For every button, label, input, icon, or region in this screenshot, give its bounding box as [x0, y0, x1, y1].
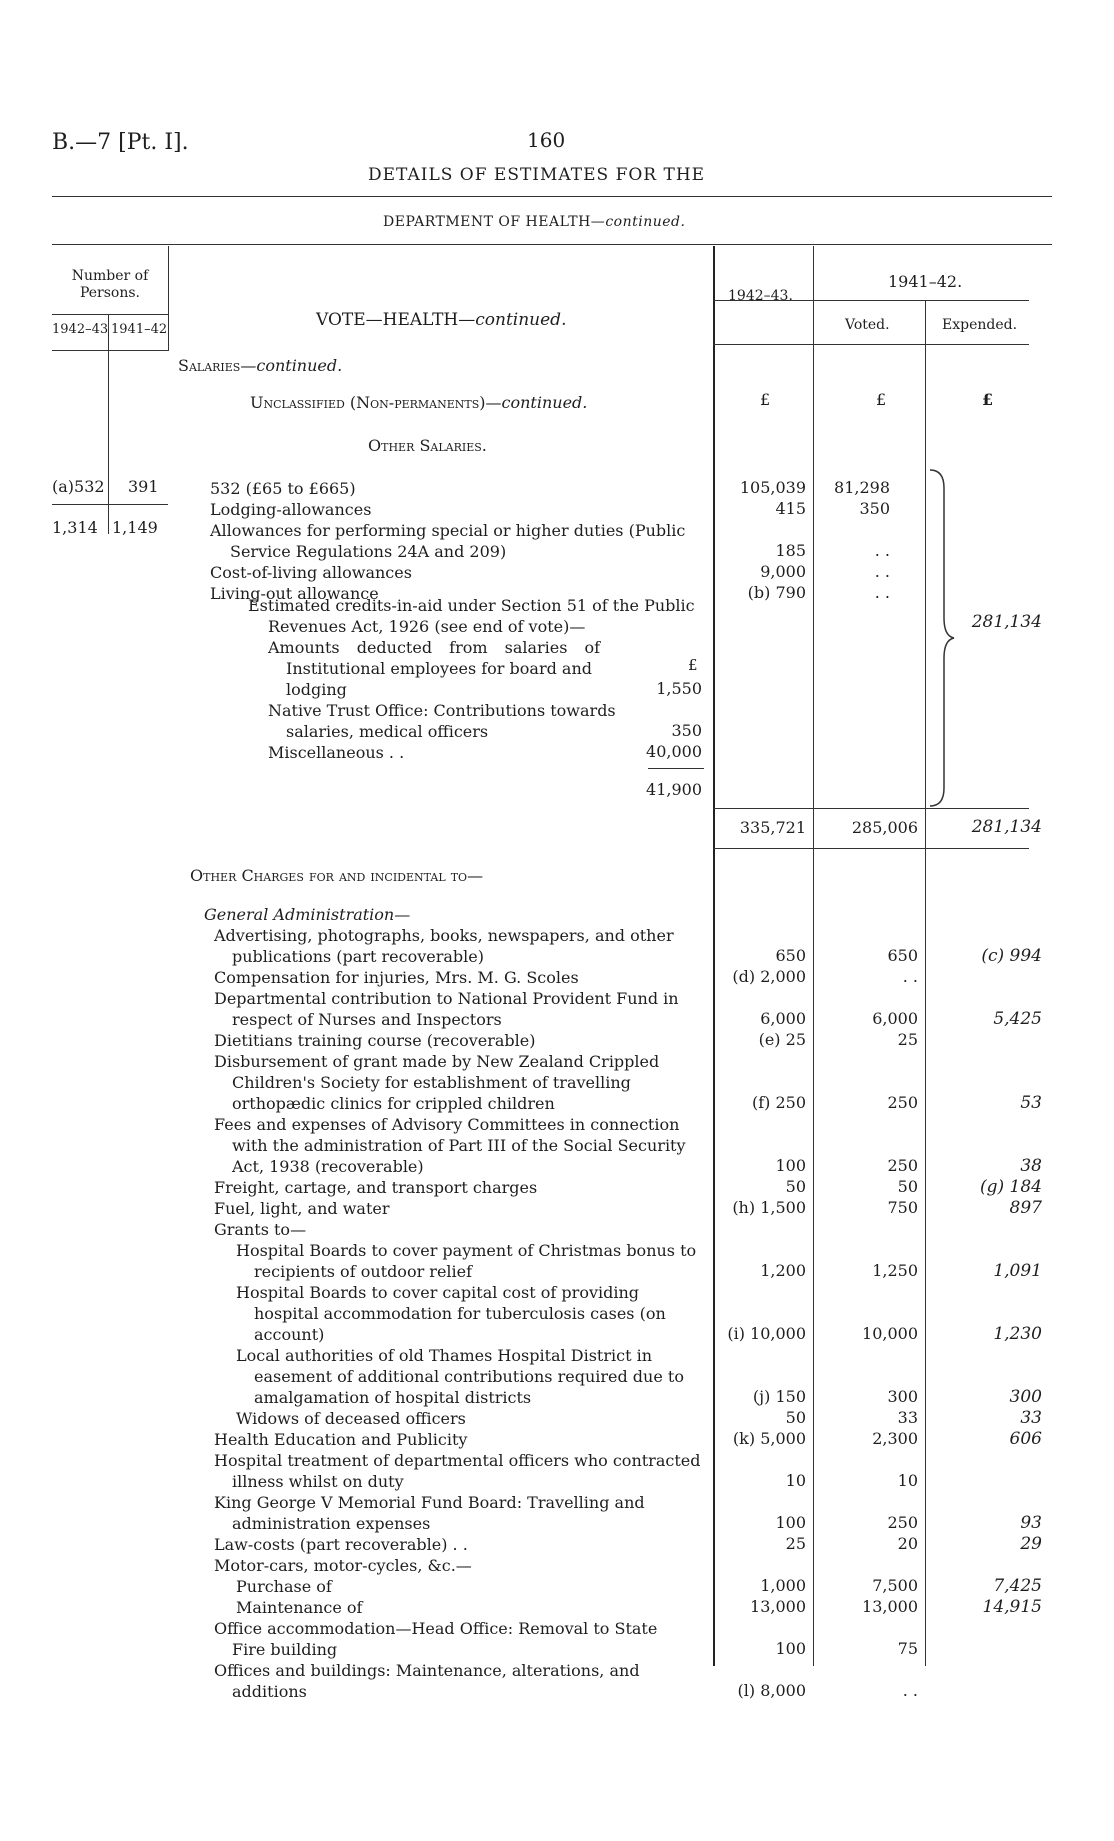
charge-value-expended: 14,915: [982, 1597, 1042, 1617]
charge-line: Motor-cars, motor-cycles, &c.—: [214, 1556, 472, 1575]
bracket-expended-value: 281,134: [971, 612, 1042, 632]
charge-value-voted: 10,000: [862, 1324, 918, 1343]
salaries-total-1942: 335,721: [739, 818, 806, 837]
amounts-line-2: Institutional employees for board and: [286, 659, 593, 678]
charge-line: Fuel, light, and water: [214, 1199, 390, 1218]
charge-value-expended: 33: [1020, 1408, 1042, 1428]
col-expended: Expended.: [942, 317, 1018, 333]
salaries-total-expended: 281,134: [971, 817, 1042, 837]
charge-value-1942: 1,000: [760, 1576, 806, 1595]
persons-header-rule: [52, 350, 168, 351]
salary-row-1942: 185: [775, 541, 806, 560]
amounts-line-3: lodging: [286, 680, 347, 699]
charge-value-1942: (d) 2,000: [732, 967, 806, 986]
charge-value-expended: 7,425: [993, 1576, 1042, 1596]
unclassified-heading: Unclassified (Non-permanents)—continued.: [250, 393, 588, 412]
charge-value-expended: 53: [1020, 1093, 1042, 1113]
persons-row-rule-b: [108, 504, 168, 505]
salaries-total-bottom-rule: [713, 848, 1029, 849]
charge-line: Compensation for injuries, Mrs. M. G. Scoles: [214, 968, 579, 987]
salary-row-label: Living-out allowance: [210, 584, 379, 603]
charge-value-1942: 100: [775, 1513, 806, 1532]
charge-line: administration expenses: [232, 1514, 431, 1533]
expended-brace: [928, 468, 968, 808]
charge-value-1942: 50: [785, 1408, 806, 1427]
charge-value-voted: 650: [887, 946, 918, 965]
pound-c3: £: [982, 390, 994, 409]
charge-value-1942: 10: [785, 1471, 806, 1490]
pound-c2: £: [876, 390, 887, 409]
credits-total: 41,900: [646, 780, 702, 799]
persons-1942-row1: (a)532: [52, 477, 105, 496]
salary-row-label: Service Regulations 24A and 209): [230, 542, 507, 561]
charge-line: King George V Memorial Fund Board: Travelling and: [214, 1493, 645, 1512]
charge-value-1942: 6,000: [760, 1009, 806, 1028]
charge-line: recipients of outdoor relief: [254, 1262, 473, 1281]
charge-value-voted: 250: [887, 1156, 918, 1175]
salary-row-voted: . .: [874, 583, 890, 602]
charge-value-voted: 6,000: [872, 1009, 918, 1028]
charge-line: Health Education and Publicity: [214, 1430, 468, 1449]
charge-value-voted: 750: [887, 1198, 918, 1217]
salary-row-label: Cost-of-living allowances: [210, 563, 412, 582]
persons-mid-divider: [108, 314, 109, 534]
charge-value-1942: 25: [785, 1534, 806, 1553]
document-reference: B.—7 [Pt. I].: [52, 130, 189, 155]
charge-value-expended: 1,091: [993, 1261, 1042, 1281]
other-charges-heading: Other Charges for and incidental to—: [190, 866, 484, 885]
persons-1942-total: 1,314: [52, 518, 98, 537]
money-header-rule: [713, 344, 1029, 345]
charge-value-expended: 38: [1020, 1156, 1042, 1176]
charge-line: illness whilst on duty: [232, 1472, 404, 1491]
charge-value-voted: 7,500: [872, 1576, 918, 1595]
charge-value-1942: (e) 25: [758, 1030, 806, 1049]
salary-row-1942: 415: [775, 499, 806, 518]
charge-value-1942: 50: [785, 1177, 806, 1196]
charge-value-voted: 75: [897, 1639, 918, 1658]
charge-line: Grants to—: [214, 1220, 307, 1239]
charge-value-1942: (j) 150: [752, 1387, 806, 1406]
charge-line: Children's Society for establishment of travelling: [232, 1073, 631, 1092]
charge-value-voted: 10: [897, 1471, 918, 1490]
charge-value-expended: 300: [1009, 1387, 1042, 1407]
other-salaries-heading: Other Salaries.: [368, 436, 487, 455]
charge-line: Maintenance of: [236, 1598, 363, 1617]
charge-value-expended: 5,425: [993, 1009, 1042, 1029]
charge-value-1942: (l) 8,000: [737, 1681, 806, 1700]
charge-line: orthopædic clinics for crippled children: [232, 1094, 555, 1113]
charge-value-1942: (h) 1,500: [732, 1198, 806, 1217]
col-divider-3: [925, 300, 926, 1666]
col-1941-42-group: 1941–42.: [888, 272, 963, 291]
charge-value-1942: 100: [775, 1156, 806, 1175]
charge-value-expended: 1,230: [993, 1324, 1042, 1344]
charge-value-expended: 29: [1020, 1534, 1042, 1554]
charge-value-voted: 33: [897, 1408, 918, 1427]
credits-line-1: Estimated credits-in-aid under Section 51 of the Public: [248, 596, 695, 615]
persons-col-1941: 1941–42: [111, 322, 168, 337]
amounts-value: 1,550: [656, 679, 702, 698]
charge-line: amalgamation of hospital districts: [254, 1388, 532, 1407]
salaries-heading: Salaries—continued.: [178, 356, 343, 375]
charge-line: additions: [232, 1682, 307, 1701]
charge-value-1942: (i) 10,000: [727, 1324, 806, 1343]
charge-value-1942: 1,200: [760, 1261, 806, 1280]
page-title: DETAILS OF ESTIMATES FOR THE: [368, 165, 706, 185]
charge-line: Freight, cartage, and transport charges: [214, 1178, 538, 1197]
charge-line: Departmental contribution to National Provident Fund in: [214, 989, 679, 1008]
persons-subrule: [52, 314, 168, 315]
salary-row-1942: 9,000: [760, 562, 806, 581]
salary-row-label: Lodging-allowances: [210, 500, 372, 519]
native-value: 350: [671, 721, 702, 740]
charge-value-voted: . .: [902, 967, 918, 986]
charge-line: Dietitians training course (recoverable): [214, 1031, 536, 1050]
credits-line-2: Revenues Act, 1926 (see end of vote)—: [268, 617, 586, 636]
col-1942-43: 1942–43.: [728, 288, 793, 304]
title-rule: [52, 196, 1052, 197]
charge-line: Offices and buildings: Maintenance, alterations, and: [214, 1661, 640, 1680]
dept-rule: [52, 244, 1052, 245]
charge-line: easement of additional contributions required due to: [254, 1367, 684, 1386]
charge-value-voted: 300: [887, 1387, 918, 1406]
persons-col-divider: [168, 246, 169, 351]
charge-value-voted: . .: [902, 1681, 918, 1700]
charge-value-1942: 100: [775, 1639, 806, 1658]
charge-value-voted: 2,300: [872, 1429, 918, 1448]
charge-line: publications (part recoverable): [232, 947, 484, 966]
charge-value-1942: 650: [775, 946, 806, 965]
charge-line: with the administration of Part III of the Social Security: [232, 1136, 686, 1155]
persons-1941-row1: 391: [128, 477, 159, 496]
charge-value-voted: 50: [897, 1177, 918, 1196]
charge-value-voted: 13,000: [862, 1597, 918, 1616]
salaries-total-voted: 285,006: [851, 818, 918, 837]
charge-line: Law-costs (part recoverable) . .: [214, 1535, 468, 1554]
charge-line: Widows of deceased officers: [236, 1409, 466, 1428]
charge-line: Hospital treatment of departmental officers who contracted: [214, 1451, 701, 1470]
charge-value-voted: 20: [897, 1534, 918, 1553]
department-heading: DEPARTMENT OF HEALTH—continued.: [383, 214, 686, 230]
misc-line: Miscellaneous . .: [268, 743, 405, 762]
charge-line: Disbursement of grant made by New Zealand Crippled: [214, 1052, 660, 1071]
charge-value-voted: 25: [897, 1030, 918, 1049]
salary-row-label: Allowances for performing special or higher duties (Public: [210, 521, 686, 540]
charge-line: Fire building: [232, 1640, 338, 1659]
salary-row-voted: 81,298: [834, 478, 890, 497]
charge-line: respect of Nurses and Inspectors: [232, 1010, 502, 1029]
page-number: 160: [527, 128, 566, 152]
col-voted: Voted.: [845, 317, 890, 333]
charge-value-1942: (k) 5,000: [732, 1429, 806, 1448]
charge-value-expended: 93: [1020, 1513, 1042, 1533]
charge-line: Purchase of: [236, 1577, 332, 1596]
misc-value: 40,000: [646, 742, 702, 761]
persons-row-rule-a: [52, 504, 108, 505]
salaries-total-top-rule: [713, 808, 1029, 809]
credits-pound: £: [688, 656, 698, 674]
charge-line: Act, 1938 (recoverable): [232, 1157, 424, 1176]
salary-row-voted: . .: [874, 562, 890, 581]
persons-heading: Number of Persons.: [71, 268, 149, 301]
charge-line: Hospital Boards to cover capital cost of providing: [236, 1283, 640, 1302]
charge-line: Fees and expenses of Advisory Committees in connection: [214, 1115, 680, 1134]
salary-row-voted: . .: [874, 541, 890, 560]
persons-1941-total: 1,149: [112, 518, 158, 537]
charge-line: Office accommodation—Head Office: Removal to State: [214, 1619, 658, 1638]
charge-value-voted: 1,250: [872, 1261, 918, 1280]
charge-line: Advertising, photographs, books, newspapers, and other: [214, 926, 674, 945]
credits-sum-rule: [648, 768, 704, 769]
charge-value-expended: (c) 994: [981, 946, 1042, 966]
charge-value-1942: (f) 250: [751, 1093, 806, 1112]
charge-value-voted: 250: [887, 1093, 918, 1112]
charge-value-1942: 13,000: [750, 1597, 806, 1616]
pound-c1: £: [760, 390, 771, 409]
charge-line: Hospital Boards to cover payment of Christmas bonus to: [236, 1241, 697, 1260]
native-line-2: salaries, medical officers: [286, 722, 489, 741]
charge-value-expended: (g) 184: [980, 1177, 1042, 1197]
general-administration-heading: General Administration—: [204, 905, 411, 924]
charge-value-expended: 606: [1009, 1429, 1042, 1449]
persons-col-1942: 1942–43: [52, 322, 109, 337]
charge-value-expended: 897: [1009, 1198, 1042, 1218]
native-line-1: Native Trust Office: Contributions towards: [268, 701, 616, 720]
vote-heading: VOTE—HEALTH—continued.: [316, 310, 567, 330]
amounts-line-1: Amounts deducted from salaries of: [268, 638, 601, 657]
col-divider-2: [813, 246, 814, 1666]
salary-row-1942: (b) 790: [747, 583, 806, 602]
salary-row-voted: 350: [859, 499, 890, 518]
charge-value-voted: 250: [887, 1513, 918, 1532]
charge-line: hospital accommodation for tuberculosis cases (on: [254, 1304, 666, 1323]
salary-row-label: 532 (£65 to £665): [210, 479, 356, 498]
col-divider-1: [713, 246, 715, 1666]
charge-line: Local authorities of old Thames Hospital District in: [236, 1346, 652, 1365]
salary-row-1942: 105,039: [739, 478, 806, 497]
charge-line: account): [254, 1325, 325, 1344]
